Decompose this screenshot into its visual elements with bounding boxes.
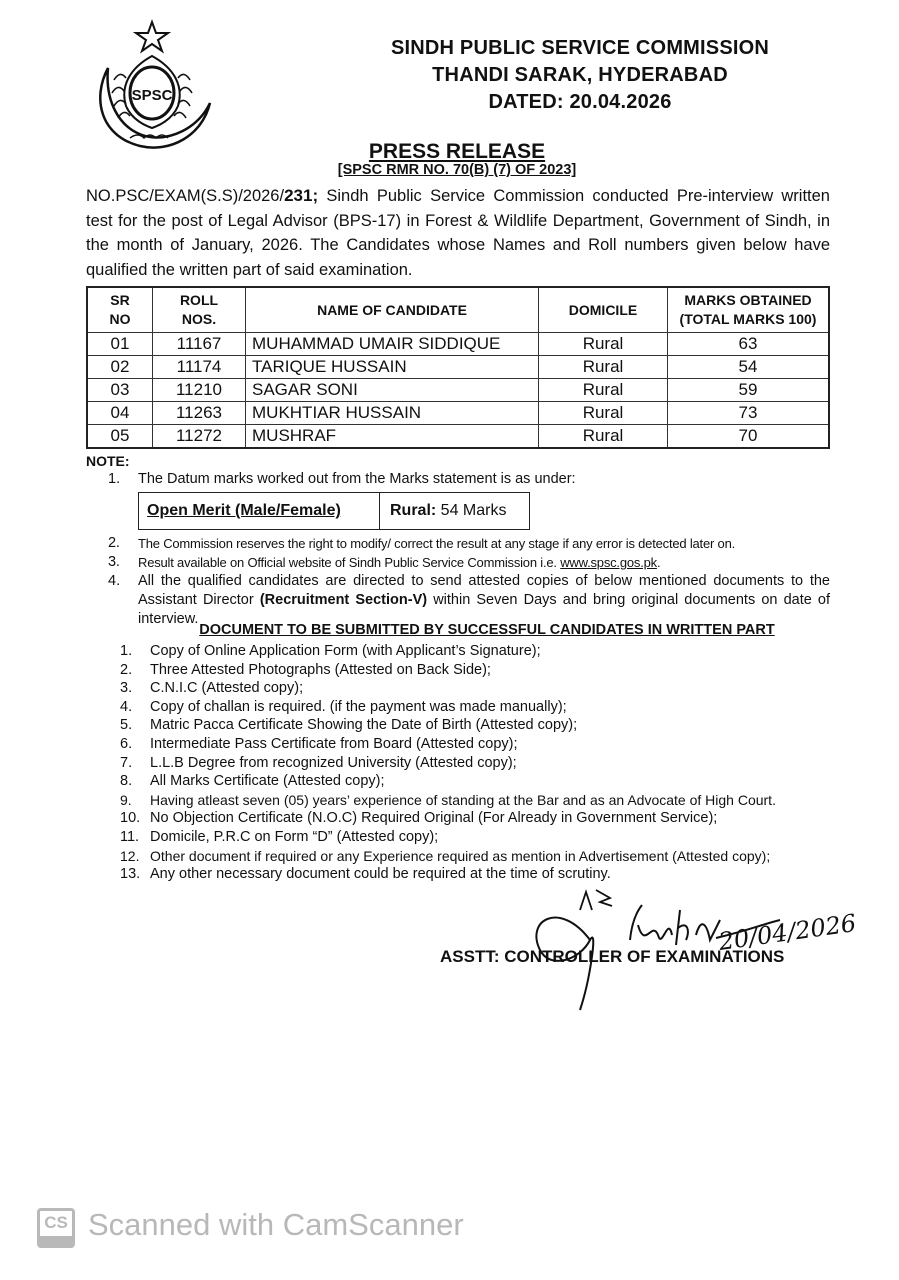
list-item: 4. Copy of challan is required. (if the payment was made manually); bbox=[120, 698, 567, 715]
list-item: 11. Domicile, P.R.C on Form “D” (Attested copy); bbox=[120, 828, 439, 845]
cell-marks: 59 bbox=[668, 379, 830, 402]
table-row bbox=[87, 425, 829, 449]
spsc-website-link[interactable]: www.spsc.gos.pk bbox=[560, 555, 657, 570]
cell-marks: 54 bbox=[668, 356, 830, 379]
table-row bbox=[87, 333, 829, 356]
list-item: 3. C.N.I.C (Attested copy); bbox=[120, 680, 304, 697]
cell-marks: 70 bbox=[668, 425, 830, 449]
documents-list bbox=[120, 642, 840, 884]
cell-name: MUSHRAF bbox=[246, 425, 539, 449]
org-address: THANDI SARAK, HYDERABAD bbox=[432, 64, 728, 86]
cell-roll: 11167 bbox=[153, 333, 246, 356]
datum-marks-box bbox=[138, 492, 530, 530]
cell-sr: 03 bbox=[87, 379, 153, 402]
list-item: 7. L.L.B Degree from recognized University (Attested copy); bbox=[120, 754, 517, 771]
col-roll: ROLL NOS. bbox=[153, 287, 246, 333]
list-item: 12. Other document if required or any Experience required as mention in Advertisement (Attested copy); bbox=[120, 847, 771, 864]
svg-text:20/04/2026: 20/04/2026 bbox=[716, 908, 858, 956]
note-item: 3. Result available on Official website of Sindh Public Service Commission i.e. www.spsc.gos.pk. bbox=[108, 554, 661, 570]
camscanner-logo-icon: CS bbox=[37, 1208, 75, 1248]
cell-sr: 04 bbox=[87, 402, 153, 425]
cell-name: MUKHTIAR HUSSAIN bbox=[246, 402, 539, 425]
col-domicile: DOMICILE bbox=[539, 287, 668, 333]
note-label: NOTE: bbox=[86, 453, 130, 469]
list-item: 1. Copy of Online Application Form (with Applicant’s Signature); bbox=[120, 643, 541, 659]
ref-number-prefix: NO.PSC/EXAM(S.S)/2026/ bbox=[86, 187, 285, 205]
letterhead bbox=[330, 35, 830, 116]
cell-marks: 63 bbox=[668, 333, 830, 356]
list-item: 2. Three Attested Photographs (Attested on Back Side); bbox=[120, 661, 491, 678]
intro-paragraph bbox=[86, 184, 830, 282]
signatory-title: ASSTT: CONTROLLER OF EXAMINATIONS bbox=[440, 947, 785, 966]
cell-sr: 05 bbox=[87, 425, 153, 449]
press-release-reference: [SPSC RMR NO. 70(B) (7) OF 2023] bbox=[337, 162, 577, 178]
press-release-title: PRESS RELEASE bbox=[368, 140, 546, 163]
table-header-row bbox=[87, 287, 829, 333]
table-row bbox=[87, 379, 829, 402]
datum-category: Open Merit (Male/Female) bbox=[139, 493, 380, 529]
cell-name: SAGAR SONI bbox=[246, 379, 539, 402]
svg-text:SPSC: SPSC bbox=[131, 87, 173, 104]
scanner-watermark: Scanned with CamScanner bbox=[88, 1207, 464, 1242]
list-item: 13. Any other necessary document could be required at the time of scrutiny. bbox=[120, 866, 611, 883]
documents-title: DOCUMENT TO BE SUBMITTED BY SUCCESSFUL CANDIDATES IN WRITTEN PART bbox=[199, 622, 775, 638]
cell-roll: 11263 bbox=[153, 402, 246, 425]
table-row bbox=[87, 356, 829, 379]
list-item: 6. Intermediate Pass Certificate from Board (Attested copy); bbox=[120, 735, 518, 752]
document-date: DATED: 20.04.2026 bbox=[488, 91, 672, 113]
cell-roll: 11210 bbox=[153, 379, 246, 402]
notes-list bbox=[108, 470, 830, 629]
list-item: 10. No Objection Certificate (N.O.C) Required Original (For Already in Government Service); bbox=[120, 810, 718, 827]
cell-name: MUHAMMAD UMAIR SIDDIQUE bbox=[246, 333, 539, 356]
cell-sr: 02 bbox=[87, 356, 153, 379]
cell-name: TARIQUE HUSSAIN bbox=[246, 356, 539, 379]
cell-sr: 01 bbox=[87, 333, 153, 356]
cell-domicile: Rural bbox=[539, 356, 668, 379]
org-name: SINDH PUBLIC SERVICE COMMISSION bbox=[390, 37, 770, 59]
intro-body: Sindh Public Service Commission conducted Pre-interview written test for the post of Legal Advisor (BPS-17) in Forest & Wildlife Department, Government of Sindh, in the month of January, 2026. The Candidates whose Names and Roll numbers given below have qualified the written part of said examination. bbox=[86, 187, 830, 279]
cell-domicile: Rural bbox=[539, 425, 668, 449]
list-item: 5. Matric Pacca Certificate Showing the Date of Birth (Attested copy); bbox=[120, 717, 578, 734]
results-table bbox=[86, 286, 830, 449]
table-row bbox=[87, 402, 829, 425]
datum-value: Rural: 54 Marks bbox=[390, 502, 507, 519]
list-item: 8. All Marks Certificate (Attested copy); bbox=[120, 773, 385, 790]
col-sr: SR NO bbox=[87, 287, 153, 333]
ref-number-bold: 231; bbox=[284, 186, 319, 205]
note-item: 4. All the qualified candidates are directed to send attested copies of below mentioned documents to the Assistant Director (Recruitment Section-V) within Seven Days and bring original documents on date of interview. bbox=[108, 573, 830, 627]
cell-domicile: Rural bbox=[539, 379, 668, 402]
cell-domicile: Rural bbox=[539, 333, 668, 356]
note-item: 1. The Datum marks worked out from the Marks statement is as under: bbox=[108, 471, 576, 487]
cell-roll: 11174 bbox=[153, 356, 246, 379]
spsc-logo-icon bbox=[90, 18, 215, 153]
cell-marks: 73 bbox=[668, 402, 830, 425]
col-marks: MARKS OBTAINED (TOTAL MARKS 100) bbox=[668, 287, 830, 333]
list-item: 9. Having atleast seven (05) years’ experience of standing at the Bar and as an Advocate of High Court. bbox=[120, 791, 776, 808]
note-item: 2. The Commission reserves the right to modify/ correct the result at any stage if any error is detected later on. bbox=[108, 535, 736, 551]
cell-domicile: Rural bbox=[539, 402, 668, 425]
cell-roll: 11272 bbox=[153, 425, 246, 449]
col-name: NAME OF CANDIDATE bbox=[246, 287, 539, 333]
